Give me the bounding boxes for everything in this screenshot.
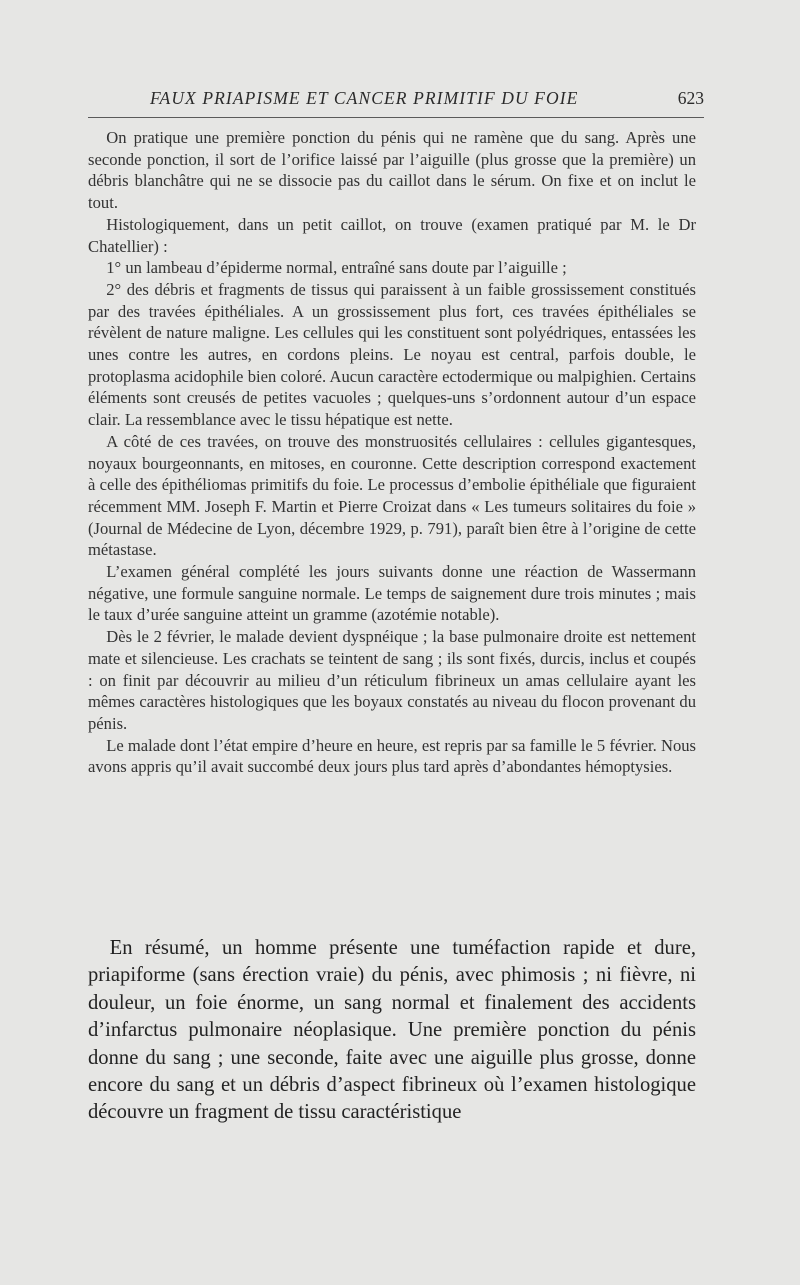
summary-text xyxy=(88,935,696,1127)
paragraph: On pratique une première ponction du pénis qui ne ramène que du sang. Après une seconde ponction, il sort de l’orifice laissé par l’aiguille (plus grosse que la première) un débris blanchâtre qui ne se dissocie pas du caillot dans le sérum. On fixe et on inclut le tout. xyxy=(88,128,696,213)
paragraph: 1° un lambeau d’épiderme normal, entraîné sans doute par l’aiguille ; xyxy=(106,258,567,278)
paragraph: Dès le 2 février, le malade devient dyspnéique ; la base pulmonaire droite est nettement mate et silencieuse. Les crachats se teintent de sang ; ils sont fixés, durcis, inclus et coupés : on finit par découvrir au milieu d’un réticulum fibrineux un amas cellulaire ayant les mêmes caractères histologiques que les boyaux constatés au niveau du flocon provenant du pénis. xyxy=(88,627,696,733)
summary-paragraph: En résumé, un homme présente une tuméfaction rapide et dure, priapiforme (sans érection vraie) du pénis, avec phimosis ; ni fièvre, ni douleur, un foie énorme, un sang normal et finalement des accidents d’infarctus pulmonaire néoplasique. Une première ponction du pénis donne du sang ; une seconde, faite avec une aiguille plus grosse, donne encore du sang et un débris d’aspect fibrineux où l’examen histologique découvre un fragment de tissu caractéristique xyxy=(88,937,696,1124)
page-number: 623 xyxy=(677,88,704,108)
paragraph: A côté de ces travées, on trouve des monstruosités cellulaires : cellules gigantesques, noyaux bourgeonnants, en mitoses, en couronne. Cette description correspond exactement à celle des épithéliomas primitifs du foie. Le processus d’embolie épithéliale que figuraient récemment MM. Joseph F. Martin et Pierre Croizat dans « Les tumeurs solitaires du foie » (Journal de Médecine de Lyon, décembre 1929, p. 791), paraît bien être à l’origine de cette métastase. xyxy=(88,431,696,560)
paragraph: Histologiquement, dans un petit caillot, on trouve (examen pratiqué par M. le Dr Chatellier) : xyxy=(88,214,696,256)
paragraph: Le malade dont l’état empire d’heure en heure, est repris par sa famille le 5 février. Nous avons appris qu’il avait succombé deux jours plus tard après d’abondantes hémoptysies. xyxy=(88,735,697,777)
running-title: FAUX PRIAPISME ET CANCER PRIMITIF DU FOIE xyxy=(150,88,579,108)
paragraph: L’examen général complété les jours suivants donne une réaction de Wassermann négative, une formule sanguine normale. Le temps de saignement dure trois minutes ; mais le taux d’urée sanguine atteint un gramme (azotémie notable). xyxy=(88,562,696,625)
page-header xyxy=(88,84,704,114)
case-report-text xyxy=(88,127,696,778)
header-rule xyxy=(88,117,704,118)
paragraph: 2° des débris et fragments de tissus qui paraissent à un faible grossissement constitués par des travées épithéliales. A un grossissement plus fort, ces travées épithéliales se révèlent de nature maligne. Les cellules qui les constituent sont polyédriques, entassées les unes contre les autres, en cordons pleins. Le noyau est central, parfois double, le protoplasma acidophile bien coloré. Aucun caractère ectodermique ou malpighien. Certains éléments sont creusés de petites vacuoles ; quelques-uns s’ordonnent autour d’un espace clair. La ressemblance avec le tissu hépatique est nette. xyxy=(88,279,696,430)
